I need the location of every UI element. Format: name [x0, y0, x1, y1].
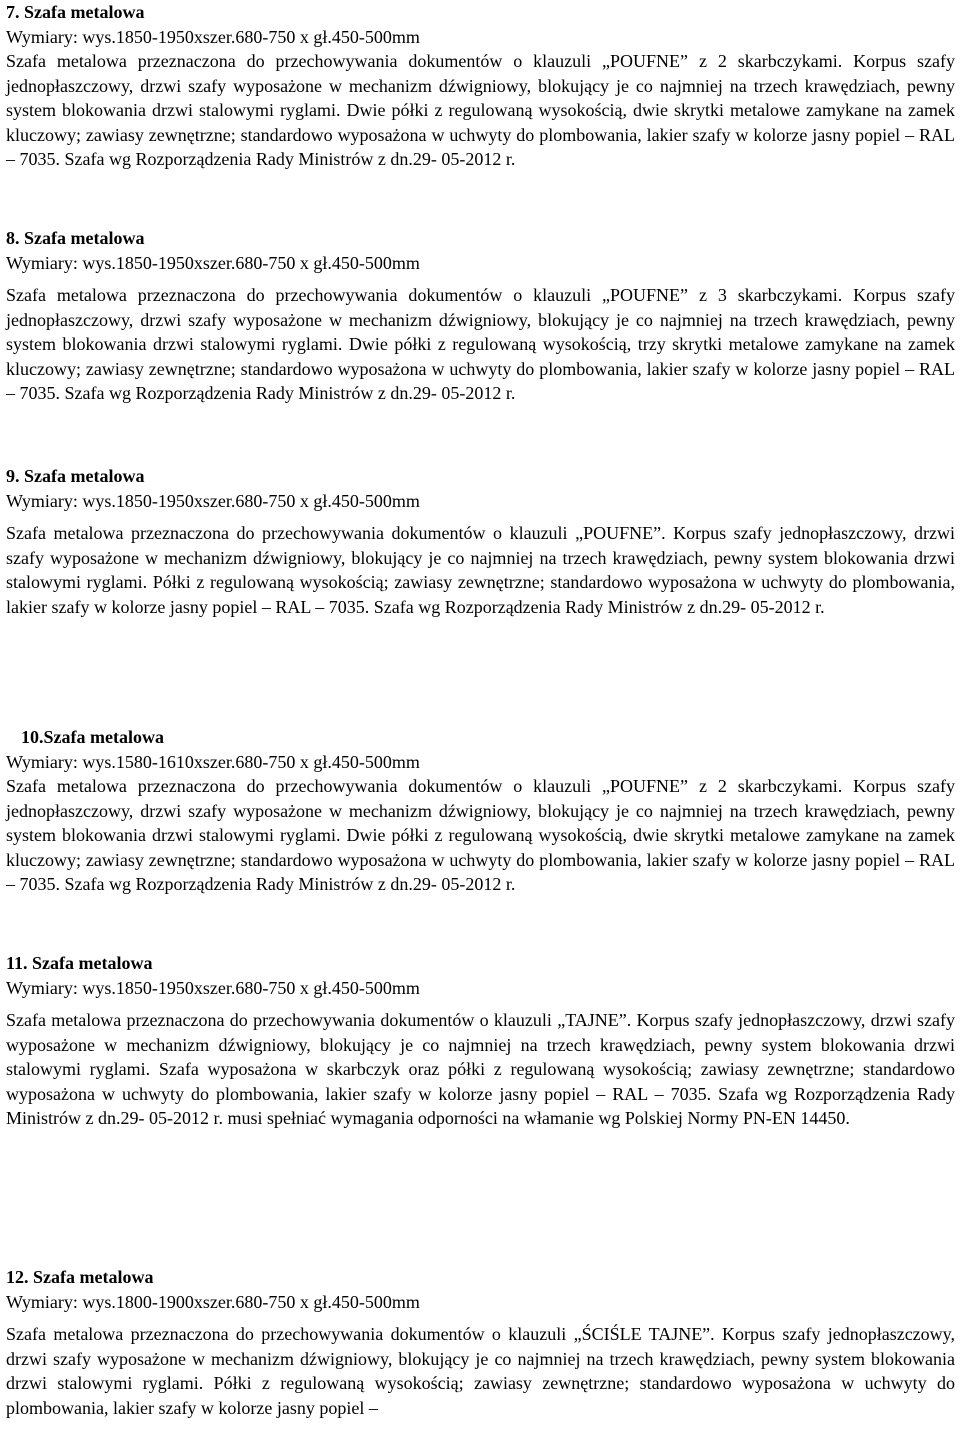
item-7-dimensions: Wymiary: wys.1850-1950xszer.680-750 x gł.450-500mm: [6, 26, 420, 47]
item-9-heading: 9. Szafa metalowa: [6, 466, 145, 486]
item-8: [6, 226, 955, 406]
item-8-dimensions: Wymiary: wys.1850-1950xszer.680-750 x gł.450-500mm: [6, 252, 420, 273]
item-7-description: Szafa metalowa przeznaczona do przechowywania dokumentów o klauzuli „POUFNE” z 2 skarbczykami. Korpus szafy jednopłaszczowy, drzwi szafy wyposażone w mechanizm dźwigniowy, blokujący je co najmniej na trzech krawędziach, pewny system blokowania drzwi stalowymi ryglami. Dwie półki z regulowaną wysokością, dwie skrytki metalowe zamykane na zamek kluczowy; zawiasy zewnętrzne; standardowo wyposażona w uchwyty do plombowania, lakier szafy w kolorze jasny popiel – RAL – 7035. Szafa wg Rozporządzenia Rady Ministrów z dn.29- 05-2012 r.: [6, 51, 955, 169]
item-10: [6, 725, 955, 897]
item-7: [6, 0, 955, 172]
item-9-description: Szafa metalowa przeznaczona do przechowywania dokumentów o klauzuli „POUFNE”. Korpus szafy jednopłaszczowy, drzwi szafy wyposażone w mechanizm dźwigniowy, blokujący je co najmniej na trzech krawędziach, pewny system blokowania drzwi stalowymi ryglami. Półki z regulowaną wysokością; zawiasy zewnętrzne; standardowo wyposażona w uchwyty do plombowania, lakier szafy w kolorze jasny popiel – RAL – 7035. Szafa wg Rozporządzenia Rady Ministrów z dn.29- 05-2012 r.: [6, 523, 955, 617]
item-10-dimensions: Wymiary: wys.1580-1610xszer.680-750 x gł.450-500mm: [6, 751, 420, 772]
item-11-description: Szafa metalowa przeznaczona do przechowywania dokumentów o klauzuli „TAJNE”. Korpus szafy jednopłaszczowy, drzwi szafy wyposażone w mechanizm dźwigniowy, blokujący je co najmniej na trzech krawędziach, pewny system blokowania drzwi stalowymi ryglami. Szafa wyposażona w skarbczyk oraz półki z regulowaną wysokością; zawiasy zewnętrzne; standardowo wyposażona w uchwyty do plombowania, lakier szafy w kolorze jasny popiel – RAL – 7035. Szafa wg Rozporządzenia Rady Ministrów z dn.29- 05-2012 r. musi spełniać wymagania odporności na włamanie wg Polskiej Normy PN-EN 14450.: [6, 1010, 955, 1128]
item-12-description: Szafa metalowa przeznaczona do przechowywania dokumentów o klauzuli „ŚCIŚLE TAJNE”. Korpus szafy jednopłaszczowy, drzwi szafy wyposażone w mechanizm dźwigniowy, blokujący je co najmniej na trzech krawędziach, pewny system blokowania drzwi stalowymi ryglami. Półki z regulowaną wysokością; zawiasy zewnętrzne; standardowo wyposażona w uchwyty do plombowania, lakier szafy w kolorze jasny popiel –: [6, 1324, 955, 1418]
item-12: [6, 1265, 955, 1420]
item-10-description: Szafa metalowa przeznaczona do przechowywania dokumentów o klauzuli „POUFNE” z 2 skarbczykami. Korpus szafy jednopłaszczowy, drzwi szafy wyposażone w mechanizm dźwigniowy, blokujący je co najmniej na trzech krawędziach, pewny system blokowania drzwi stalowymi ryglami. Dwie półki z regulowaną wysokością, dwie skrytki metalowe zamykane na zamek kluczowy; zawiasy zewnętrzne; standardowo wyposażona w uchwyty do plombowania, lakier szafy w kolorze jasny popiel – RAL – 7035. Szafa wg Rozporządzenia Rady Ministrów z dn.29- 05-2012 r.: [6, 776, 955, 894]
item-11-heading: 11. Szafa metalowa: [6, 953, 153, 973]
item-12-dimensions: Wymiary: wys.1800-1900xszer.680-750 x gł.450-500mm: [6, 1291, 420, 1312]
item-8-description: Szafa metalowa przeznaczona do przechowywania dokumentów o klauzuli „POUFNE” z 3 skarbczykami. Korpus szafy jednopłaszczowy, drzwi szafy wyposażone w mechanizm dźwigniowy, blokujący je co najmniej na trzech krawędziach, pewny system blokowania drzwi stalowymi ryglami. Dwie półki z regulowaną wysokością, trzy skrytki metalowe zamykane na zamek kluczowy; zawiasy zewnętrzne; standardowo wyposażona w uchwyty do plombowania, lakier szafy w kolorze jasny popiel – RAL – 7035. Szafa wg Rozporządzenia Rady Ministrów z dn.29- 05-2012 r.: [6, 285, 955, 403]
item-11: [6, 951, 955, 1131]
item-12-heading: 12. Szafa metalowa: [6, 1267, 154, 1287]
item-7-heading: 7. Szafa metalowa: [6, 2, 145, 22]
item-9: [6, 464, 955, 619]
item-11-dimensions: Wymiary: wys.1850-1950xszer.680-750 x gł.450-500mm: [6, 977, 420, 998]
item-8-heading: 8. Szafa metalowa: [6, 228, 145, 248]
item-9-dimensions: Wymiary: wys.1850-1950xszer.680-750 x gł.450-500mm: [6, 490, 420, 511]
item-10-heading: 10.Szafa metalowa: [21, 727, 164, 747]
